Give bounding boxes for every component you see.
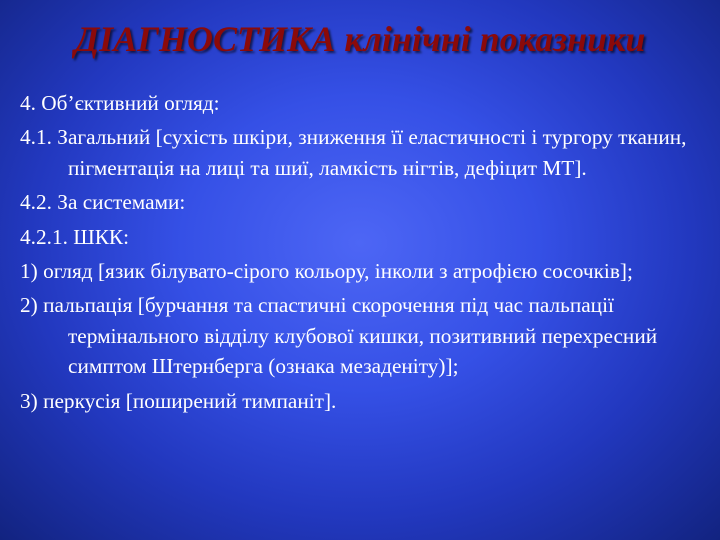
content-line-general: 4.1. Загальний [сухість шкіри, зниження її еластичності і тургору тканин, пігментація на лиці та шиї, ламкість нігтів, дефіцит МТ]. [20,125,687,180]
content-line-objective-exam: 4. Об’єктивний огляд: [20,91,220,115]
content-line-percussion: 3) перкусія [поширений тимпаніт]. [20,388,337,413]
content-line-inspection: 1) огляд [язик білувато-сірого кольору, інколи з атрофією сосочків]; [20,259,633,284]
content-line-palpation: 2) пальпація [бурчання та спастичні скорочення під час пальпації термінального відділу клубової кишки, позитивний перехресний симптом Штернберга (ознака мезаденіту)]; [20,293,658,379]
content-line-by-systems: 4.2. За системами: [20,190,186,215]
slide-title: ДІАГНОСТИКА клінічні показники [74,19,646,59]
content-line-gi-tract: 4.2.1. ШКК: [20,224,130,249]
slide-content [20,88,710,420]
